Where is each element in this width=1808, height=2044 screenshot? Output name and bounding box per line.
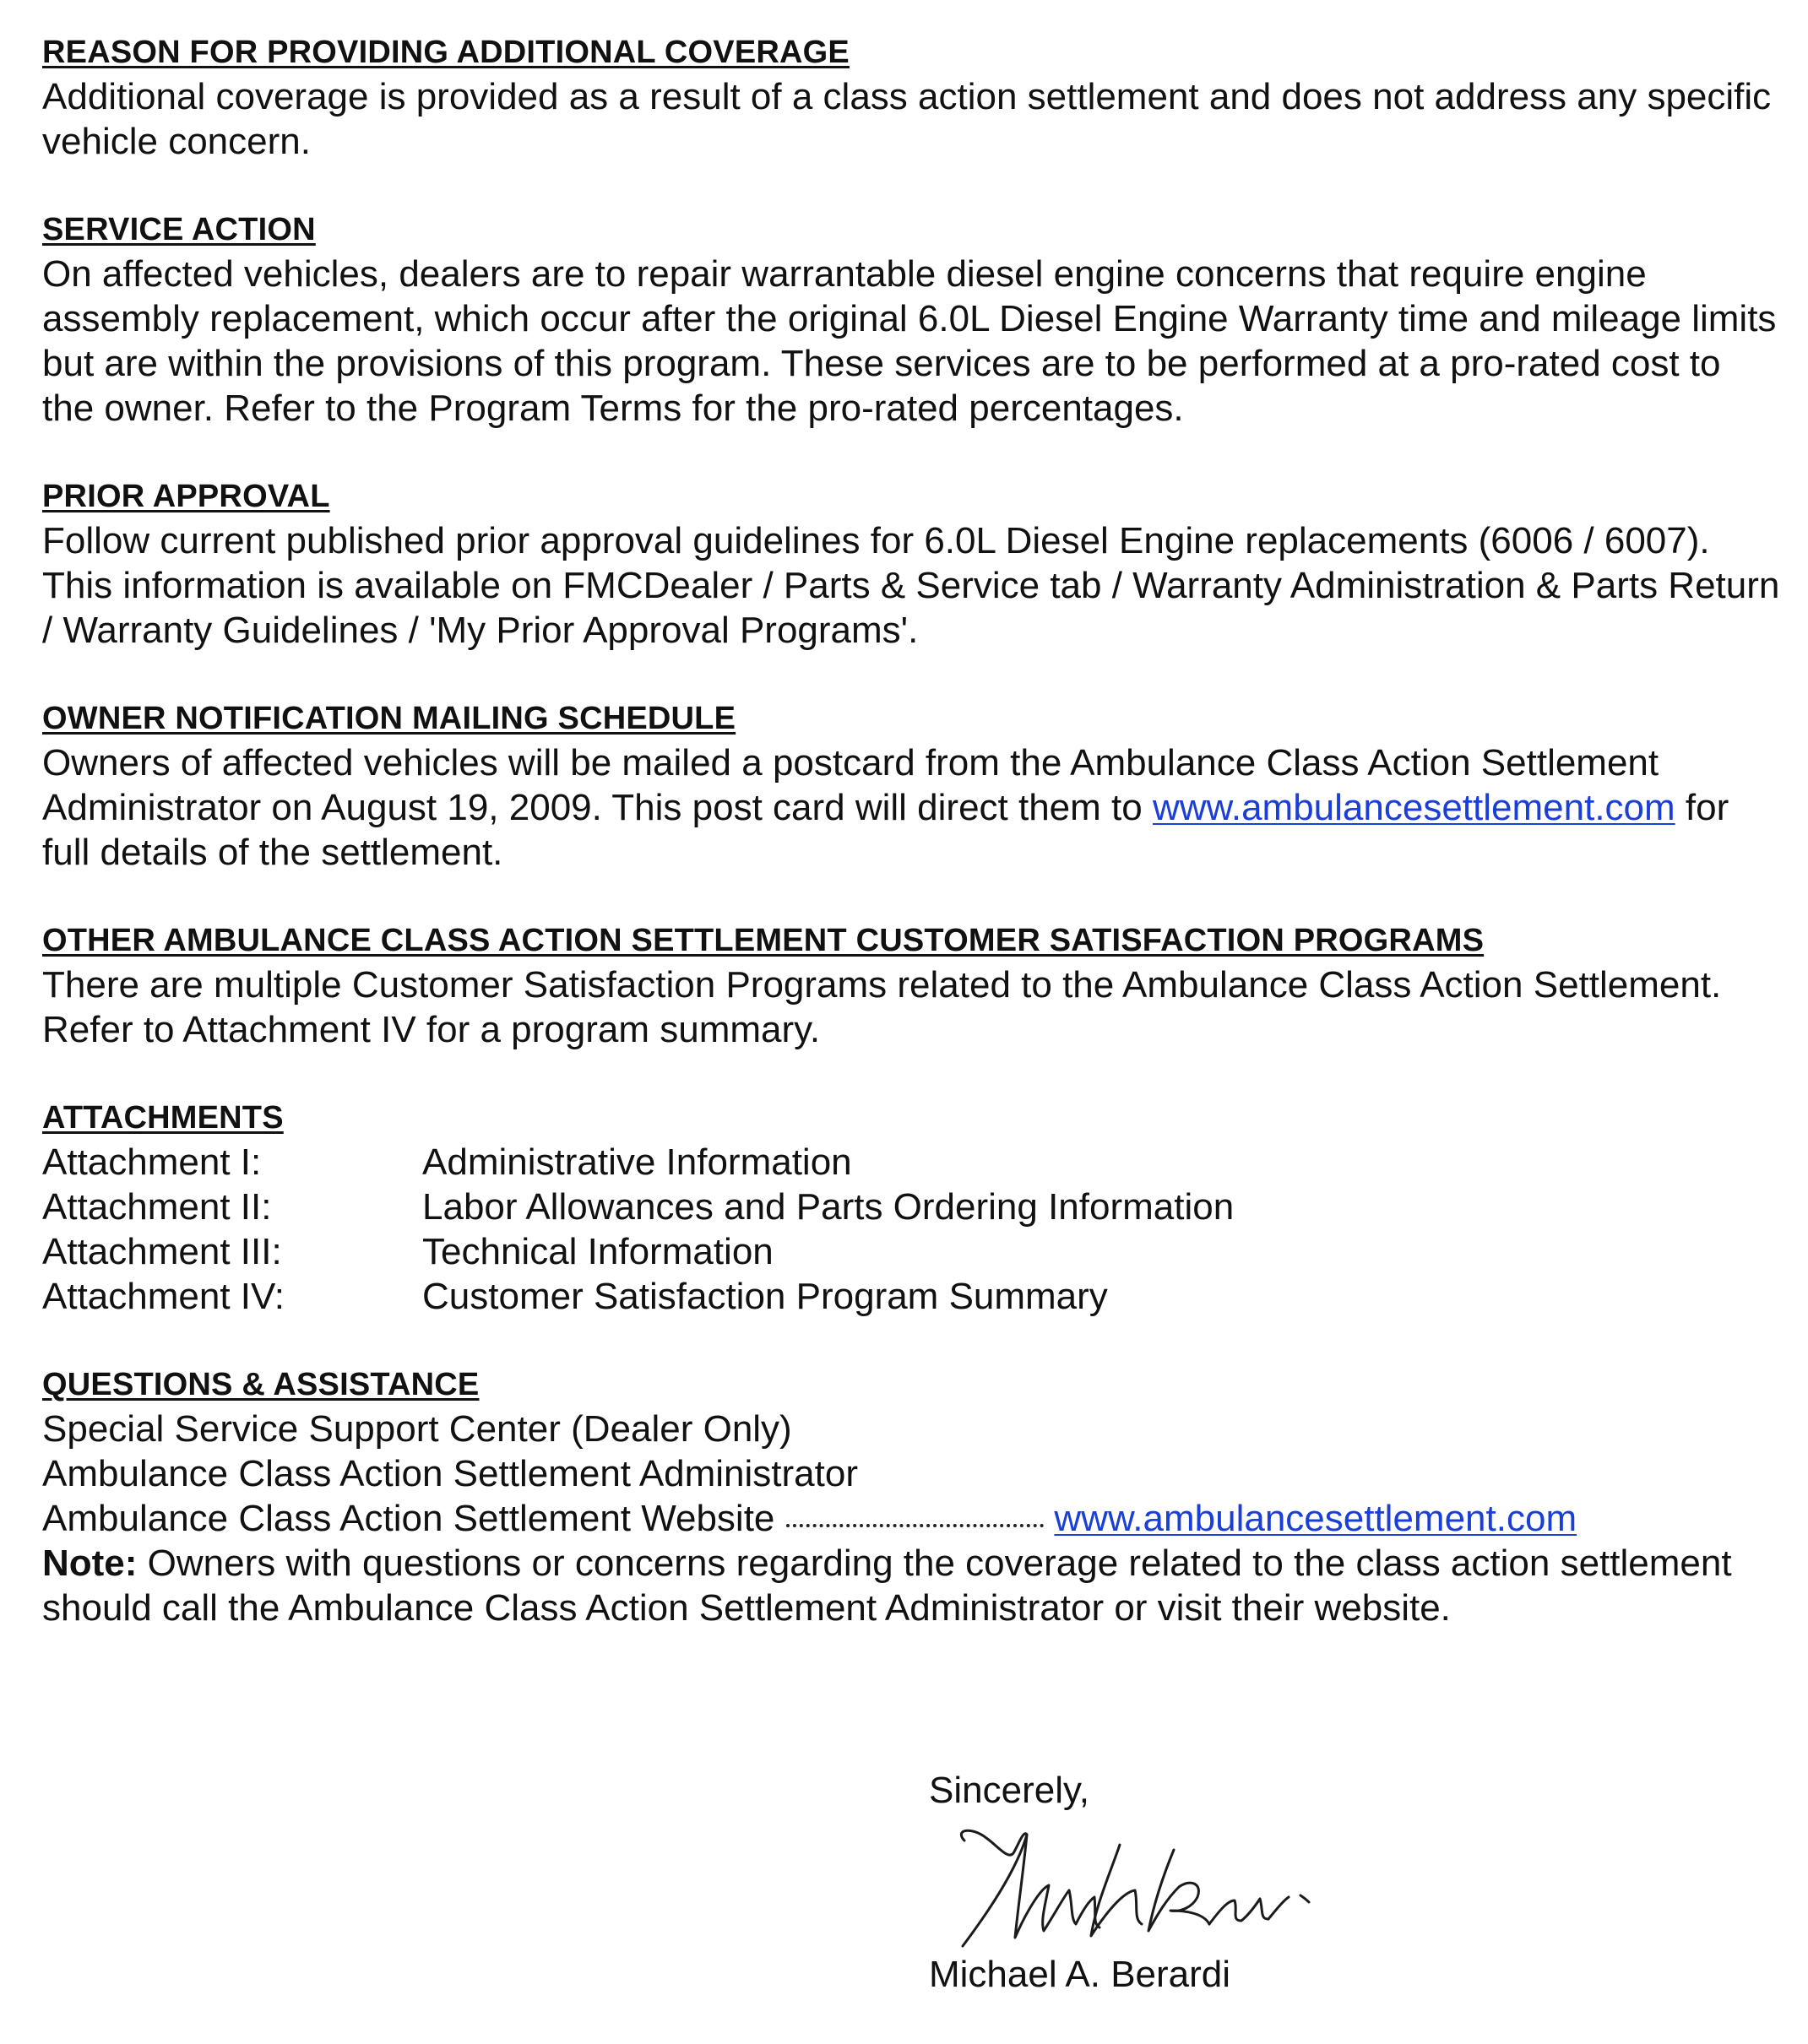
attachment-title: Labor Allowances and Parts Ordering Information — [422, 1186, 1235, 1228]
owner-notification-text-end: for full details of the settlement. — [42, 787, 1729, 873]
note-text: Owners with questions or concerns regarding the coverage related to the class action settlement should call the Ambulance Class Action Settlement Administrator or visit their website. — [42, 1542, 1732, 1629]
attachment-title: Administrative Information — [422, 1141, 852, 1183]
section-heading-owner-notification: OWNER NOTIFICATION MAILING SCHEDULE — [42, 701, 736, 736]
settlement-website-link[interactable]: www.ambulancesettlement.com — [1152, 787, 1675, 828]
section-heading-other-programs: OTHER AMBULANCE CLASS ACTION SETTLEMENT CUSTOMER SATISFACTION PROGRAMS — [42, 923, 1485, 958]
section-body-service-action: On affected vehicles, dealers are to repair warrantable diesel engine concerns that require engine assembly replacement, which occur after the original 6.0L Diesel Engine Warranty time and mileage limits but are within the provisions of this program. These services are to be performed at a pro-rated cost to the owner. Refer to the Program Terms for the pro-rated percentages. — [42, 253, 1777, 429]
section-body-owner-notification — [42, 740, 1782, 875]
contact-line-website — [42, 1496, 1782, 1541]
section-owner-notification — [42, 697, 1782, 875]
section-body-prior-approval: Follow current published prior approval guidelines for 6.0L Diesel Engine replacements (6006 / 6007). This information is available on FMCDealer / Parts & Service tab / Warranty Administration & Parts Return / Warranty Guidelines / 'My Prior Approval Programs'. — [42, 520, 1780, 651]
letter-body — [42, 30, 1782, 1674]
settlement-website-link[interactable]: www.ambulancesettlement.com — [1054, 1498, 1577, 1539]
signer-name: Michael A. Berardi — [929, 1954, 1231, 1995]
section-attachments — [42, 1096, 1782, 1319]
note-paragraph — [42, 1541, 1782, 1630]
attachment-title: Technical Information — [422, 1231, 774, 1272]
handwritten-signature — [946, 1819, 1343, 1955]
section-heading-attachments: ATTACHMENTS — [42, 1100, 284, 1136]
section-body-reason: Additional coverage is provided as a result of a class action settlement and does not address any specific vehicle concern. — [42, 76, 1772, 162]
section-heading-prior-approval: PRIOR APPROVAL — [42, 479, 330, 514]
attachment-row — [42, 1229, 1782, 1274]
attachment-label: Attachment II: — [42, 1186, 272, 1228]
section-body-other-programs: There are multiple Customer Satisfaction Programs related to the Ambulance Class Action Settlement. Refer to Attachment IV for a program summary. — [42, 964, 1722, 1050]
owner-notification-text-start: Owners of affected vehicles will be mailed a postcard from the Ambulance Class Action Settlement Administrator on August 19, 2009. This post card will direct them to — [42, 742, 1659, 828]
contact-line-administrator: Ambulance Class Action Settlement Administrator — [42, 1453, 859, 1494]
section-heading-service-action: SERVICE ACTION — [42, 212, 316, 247]
section-heading-questions: QUESTIONS & ASSISTANCE — [42, 1367, 480, 1402]
attachment-row — [42, 1140, 1782, 1185]
section-heading-reason: REASON FOR PROVIDING ADDITIONAL COVERAGE — [42, 35, 850, 70]
attachment-label: Attachment I: — [42, 1141, 262, 1183]
note-label: Note: — [42, 1542, 138, 1584]
attachment-label: Attachment IV: — [42, 1276, 285, 1317]
closing-salutation: Sincerely, — [929, 1770, 1089, 1811]
section-reason — [42, 30, 1782, 164]
section-prior-approval — [42, 474, 1782, 653]
contact-line-support-center: Special Service Support Center (Dealer Only) — [42, 1408, 792, 1450]
section-service-action — [42, 208, 1782, 431]
attachment-title: Customer Satisfaction Program Summary — [422, 1276, 1108, 1317]
dot-leader — [786, 1524, 1044, 1527]
attachment-label: Attachment III: — [42, 1231, 282, 1272]
attachment-row — [42, 1274, 1782, 1319]
website-label: Ambulance Class Action Settlement Website — [42, 1498, 775, 1539]
section-other-programs — [42, 919, 1782, 1052]
attachment-row — [42, 1185, 1782, 1229]
section-questions — [42, 1363, 1782, 1630]
